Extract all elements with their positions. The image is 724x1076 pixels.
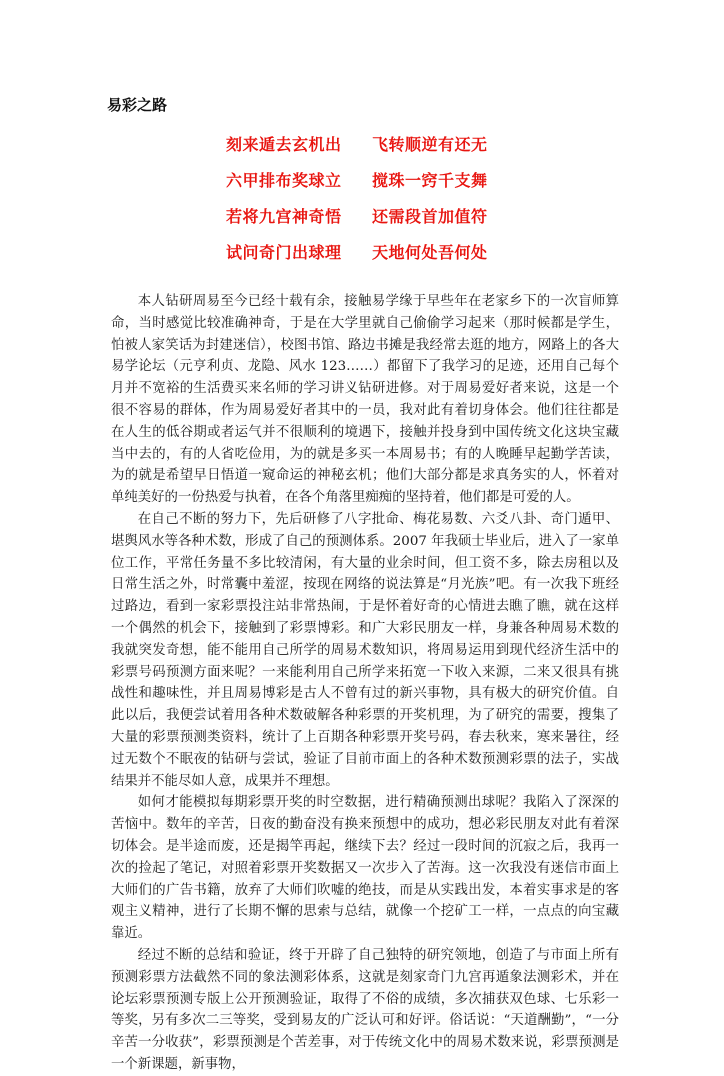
poem-line-left: 六甲排布奖球立 bbox=[226, 171, 342, 190]
poem-line-right: 还需段首加值符 bbox=[372, 207, 488, 226]
document-title: 易彩之路 bbox=[107, 96, 168, 114]
body-text bbox=[111, 291, 619, 1076]
poem-line-right: 搅珠一窍千支舞 bbox=[372, 171, 488, 190]
poem-line bbox=[226, 205, 526, 241]
paragraph: 如何才能模拟每期彩票开奖的时空数据，进行精确预测出球呢？我陷入了深深的苦恼中。数年的辛苦，日夜的勤奋没有换来预想中的成功，想必彩民朋友对此有着深切体会。是半途而废，还是揭竿再起，继续下去？经过一段时间的沉寂之后，我再一次的捡起了笔记，对照着彩票开奖数据又一次步入了苦海。这一次我没有迷信市面上大师们的广告书籍，放弃了大师们吹嘘的绝技，而是从实践出发，本着实事求是的客观主义精神，进行了长期不懈的思索与总结，就像一个挖矿工一样，一点点的向宝藏靠近。 bbox=[111, 795, 619, 942]
poem-line bbox=[226, 133, 526, 169]
paragraph: 经过不断的总结和验证，终于开辟了自己独特的研究领地，创造了与市面上所有预测彩票方法截然不同的象法测彩体系，这就是刻家奇门九宫再遁象法测彩术，并在论坛彩票预测专版上公开预测验证，取得了不俗的成绩，多次捕获双色球、七乐彩一等奖，另有多次二三等奖，受到易友的广泛认可和好评。俗话说：“天道酬勤”，“一分辛苦一分收获”，彩票预测是个苦差事，对于传统文化中的周易术数来说，彩票预测是一个新课题，新事物， bbox=[111, 947, 619, 1072]
poem-line-right: 飞转顺逆有还无 bbox=[372, 135, 488, 154]
poem-line bbox=[226, 169, 526, 205]
poem-line bbox=[226, 241, 526, 277]
poem-block bbox=[226, 133, 526, 277]
poem-line-left: 刻来遁去玄机出 bbox=[226, 135, 342, 154]
poem-line-left: 若将九宫神奇悟 bbox=[226, 207, 342, 226]
poem-line-left: 试问奇门出球理 bbox=[226, 243, 342, 262]
paragraph: 本人钻研周易至今已经十载有余，接触易学缘于早些年在老家乡下的一次盲师算命，当时感觉比较准确神奇，于是在大学里就自己偷偷学习起来（那时候都是学生，怕被人家笑话为封建迷信），校图书馆、路边书摊是我经常去逛的地方，网路上的各大易学论坛（元亨利贞、龙隐、风水 123……）都留下了我学习的足迹，还用自己每个月并不宽裕的生活费买来名师的学习讲义钻研进修。对于周易爱好者来说，这是一个很不容易的群体，作为周易爱好者其中的一员，我对此有着切身体会。他们往往都是在人生的低谷期或者运气并不很顺利的境遇下，接触并投身到中国传统文化这块宝藏当中去的，有的人省吃俭用，为的就是多买一本周易书；有的人晚睡早起勤学苦读，为的就是希望早日悟道一窥命运的神秘玄机；他们大部分都是求真务实的人，怀着对单纯美好的一份热爱与执着，在各个角落里痴痴的坚持着，他们都是可爱的人。 bbox=[111, 294, 619, 506]
paragraph: 在自己不断的努力下，先后研修了八字批命、梅花易数、六爻八卦、奇门遁甲、堪舆风水等各种术数，形成了自己的预测体系。2007 年我硕士毕业后，进入了一家单位工作，平常任务量不多比较清闲，有大量的业余时间，但工资不多，除去房租以及日常生活之外，时常囊中羞涩，按现在网络的说法算是“月光族”吧。有一次我下班经过路边，看到一家彩票投注站非常热闹，于是怀着好奇的心情进去瞧了瞧，就在这样一个偶然的机会下，接触到了彩票博彩。和广大彩民朋友一样，身兼各种周易术数的我就突发奇想，能不能用自己所学的周易术数知识，将周易运用到现代经济生活中的彩票号码预测方面来呢？一来能利用自己所学来拓宽一下收入来源，二来又很具有挑战性和趣味性，并且周易博彩是古人不曾有过的新兴事物，具有极大的研究价值。自此以后，我便尝试着用各种术数破解各种彩票的开奖机理，为了研究的需要，搜集了大量的彩票预测类资料，统计了上百期各种彩票开奖号码，春去秋来，寒来暑往，经过无数个不眠夜的钻研与尝试，验证了目前市面上的各种术数预测彩票的法子，实战结果并不能尽如人意，成果并不理想。 bbox=[111, 511, 619, 789]
poem-line-right: 天地何处吾何处 bbox=[372, 243, 488, 262]
